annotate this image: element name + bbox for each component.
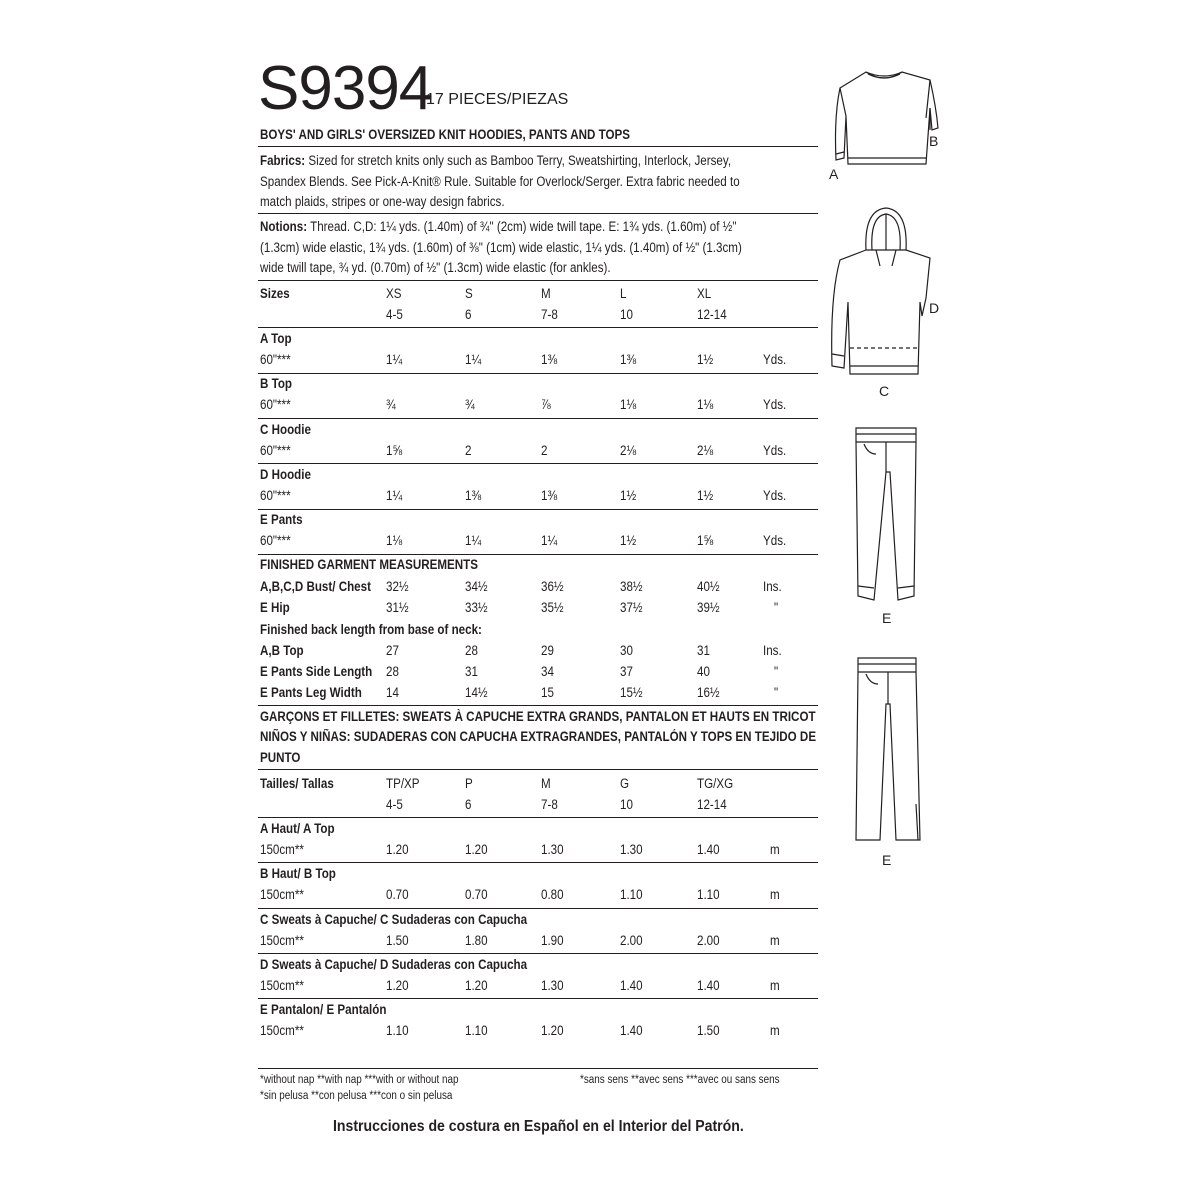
- divider: [258, 1068, 818, 1069]
- measurement-value: 33½: [465, 600, 488, 615]
- yardage-value: 1.40: [620, 978, 643, 993]
- measurement-value: 28: [465, 643, 478, 658]
- yardage-value: 1½: [697, 352, 714, 367]
- view-name: B Top: [260, 376, 293, 391]
- size-name: M: [541, 776, 551, 791]
- yardage-value: 1⅝: [386, 443, 403, 458]
- measurement-value: 15½: [620, 685, 643, 700]
- pattern-title-english: BOYS' AND GIRLS' OVERSIZED KNIT HOODIES, PANTS AND TOPS: [260, 127, 630, 142]
- measurement-value: 14½: [465, 685, 488, 700]
- yardage-unit: Yds.: [763, 533, 787, 548]
- yardage-unit: m: [770, 933, 780, 948]
- yardage-value: 1.90: [541, 933, 564, 948]
- yardage-value: 1.10: [465, 1023, 488, 1038]
- yardage-value: 1.40: [697, 842, 720, 857]
- measurement-value: 39½: [697, 600, 720, 615]
- yardage-value: 2.00: [697, 933, 720, 948]
- yardage-value: 1.20: [465, 978, 488, 993]
- measurement-value: 28: [386, 664, 399, 679]
- yardage-value: 0.80: [541, 887, 564, 902]
- footnote-spanish: *sin pelusa **con pelusa ***con o sin pelusa: [260, 1090, 453, 1102]
- size-age: 10: [620, 797, 633, 812]
- yardage-value: 1.10: [620, 887, 643, 902]
- fabric-width: 60"***: [260, 533, 291, 548]
- finished-measurements-heading: FINISHED GARMENT MEASUREMENTS: [260, 557, 479, 572]
- pants-view-e-straight-drawing: [852, 654, 924, 846]
- size-age: 4-5: [386, 797, 403, 812]
- view-name: A Haut/ A Top: [260, 821, 335, 836]
- size-name: M: [541, 286, 551, 301]
- yardage-value: 1⅜: [541, 488, 558, 503]
- size-age: 7-8: [541, 307, 558, 322]
- yardage-value: 1¼: [386, 488, 403, 503]
- yardage-value: 1⅜: [465, 488, 482, 503]
- yardage-value: 1.20: [386, 978, 409, 993]
- divider: [258, 908, 818, 909]
- pattern-number: S9394: [258, 54, 433, 123]
- size-age: 6: [465, 797, 472, 812]
- measurement-value: 32½: [386, 579, 409, 594]
- notions-line: Thread. C,D: 1¼ yds. (1.40m) of ¾" (2cm) wide twill tape. E: 1¾ yds. (1.60m) of ½": [307, 219, 737, 234]
- yardage-value: 1.50: [386, 933, 409, 948]
- measurement-value: 27: [386, 643, 399, 658]
- fabrics-line: Sized for stretch knits only such as Bamboo Terry, Sweatshirting, Interlock, Jersey,: [305, 153, 732, 168]
- yardage-value: ⅞: [541, 397, 551, 412]
- yardage-value: 1½: [620, 533, 637, 548]
- view-name: A Top: [260, 331, 292, 346]
- yardage-value: 1.80: [465, 933, 488, 948]
- fabrics-label: Fabrics:: [260, 153, 306, 168]
- fabric-width: 150cm**: [260, 978, 304, 993]
- size-age: 4-5: [386, 307, 403, 322]
- yardage-value: 1.20: [386, 842, 409, 857]
- measurement-unit: ": [774, 685, 779, 700]
- fabrics-paragraph: [260, 151, 755, 213]
- measurement-label: E Pants Side Length: [260, 664, 373, 679]
- view-name: E Pantalon/ E Pantalón: [260, 1002, 387, 1017]
- measurement-unit: Ins.: [763, 643, 782, 658]
- measurement-value: 40: [697, 664, 710, 679]
- notions-label: Notions:: [260, 219, 308, 234]
- measurement-label: A,B Top: [260, 643, 304, 658]
- measurement-value: 35½: [541, 600, 564, 615]
- divider: [258, 862, 818, 863]
- yardage-value: 1.40: [620, 1023, 643, 1038]
- divider: [258, 146, 818, 147]
- yardage-value: 1.30: [541, 978, 564, 993]
- yardage-unit: m: [770, 842, 780, 857]
- measurement-value: 31½: [386, 600, 409, 615]
- yardage-value: 0.70: [386, 887, 409, 902]
- measurement-value: 14: [386, 685, 399, 700]
- measurement-value: 29: [541, 643, 554, 658]
- spanish-instructions-note: Instrucciones de costura en Español en el Interior del Patrón.: [333, 1118, 744, 1135]
- piece-count: 17 PIECES/PIEZAS: [426, 91, 569, 108]
- measurement-value: 40½: [697, 579, 720, 594]
- fabric-width: 60"***: [260, 488, 291, 503]
- yardage-value: 1.40: [697, 978, 720, 993]
- yardage-value: 1⅜: [541, 352, 558, 367]
- measurement-value: 36½: [541, 579, 564, 594]
- size-name: S: [465, 286, 473, 301]
- size-age: 10: [620, 307, 633, 322]
- divider: [258, 509, 818, 510]
- yardage-value: 1.10: [697, 887, 720, 902]
- pattern-title-spanish-cont: PUNTO: [260, 750, 301, 765]
- view-name: E Pants: [260, 512, 303, 527]
- yardage-unit: Yds.: [763, 488, 787, 503]
- measurement-value: 37: [620, 664, 633, 679]
- yardage-value: 1¼: [386, 352, 403, 367]
- divider: [258, 998, 818, 999]
- measurement-unit: Ins.: [763, 579, 782, 594]
- fabric-width: 60"***: [260, 397, 291, 412]
- fabric-width: 150cm**: [260, 842, 304, 857]
- yardage-value: 1¼: [465, 533, 482, 548]
- yardage-value: 1.50: [697, 1023, 720, 1038]
- measurement-value: 15: [541, 685, 554, 700]
- notions-line: wide twill tape, ¾ yd. (0.70m) of ½" (1.3cm) wide elastic (for ankles).: [260, 260, 611, 275]
- yardage-value: 1⅛: [386, 533, 403, 548]
- yardage-unit: m: [770, 1023, 780, 1038]
- view-name: D Hoodie: [260, 467, 311, 482]
- yardage-value: ¾: [465, 397, 475, 412]
- notions-line: (1.3cm) wide elastic, 1¾ yds. (1.60m) of ⅜" (1cm) wide elastic, 1¼ yds. (1.40m) of ½" (1.3cm): [260, 239, 742, 255]
- measurement-value: 34: [541, 664, 554, 679]
- yardage-value: 1½: [620, 488, 637, 503]
- size-age: 12-14: [697, 797, 727, 812]
- size-name: TP/XP: [386, 776, 420, 791]
- fabric-width: 150cm**: [260, 933, 304, 948]
- measurement-value: 16½: [697, 685, 720, 700]
- divider: [258, 463, 818, 464]
- view-e-label-1: E: [882, 610, 892, 626]
- sizes-label: Tailles/ Tallas: [260, 776, 334, 791]
- fabric-width: 60"***: [260, 443, 291, 458]
- fabrics-line: match plaids, stripes or one-way design fabrics.: [260, 194, 505, 209]
- pattern-title-spanish: NIÑOS Y NIÑAS: SUDADERAS CON CAPUCHA EXTRAGRANDES, PANTALÓN Y TOPS EN TEJIDO DE: [260, 729, 817, 744]
- fabric-width: 60"***: [260, 352, 291, 367]
- footnote-english: *without nap **with nap ***with or without nap: [260, 1074, 459, 1086]
- divider: [258, 817, 818, 818]
- fabric-width: 150cm**: [260, 1023, 304, 1038]
- view-name: C Hoodie: [260, 422, 311, 437]
- measurement-label: E Pants Leg Width: [260, 685, 362, 700]
- measurement-label: A,B,C,D Bust/ Chest: [260, 579, 371, 594]
- yardage-unit: m: [770, 978, 780, 993]
- yardage-value: 1⅝: [697, 533, 714, 548]
- pattern-title-french: GARÇONS ET FILLETES: SWEATS À CAPUCHE EXTRA GRANDS, PANTALON ET HAUTS EN TRICOT: [260, 709, 816, 724]
- size-name: G: [620, 776, 630, 791]
- back-length-heading: Finished back length from base of neck:: [260, 622, 482, 637]
- size-name: XL: [697, 286, 712, 301]
- yardage-value: 1.20: [541, 1023, 564, 1038]
- divider: [258, 705, 818, 706]
- size-name: TG/XG: [697, 776, 734, 791]
- measurement-value: 34½: [465, 579, 488, 594]
- view-b-label: B: [929, 133, 939, 149]
- size-name: P: [465, 776, 473, 791]
- divider: [258, 280, 818, 281]
- divider: [258, 327, 818, 328]
- view-d-label: D: [929, 300, 940, 316]
- yardage-value: 2⅛: [620, 443, 637, 458]
- top-view-a-b-drawing: [826, 66, 950, 174]
- yardage-unit: Yds.: [763, 352, 787, 367]
- measurement-label: E Hip: [260, 600, 290, 615]
- size-age: 6: [465, 307, 472, 322]
- measurement-value: 37½: [620, 600, 643, 615]
- measurement-value: 38½: [620, 579, 643, 594]
- yardage-value: 1.30: [620, 842, 643, 857]
- yardage-unit: Yds.: [763, 443, 787, 458]
- yardage-value: 1.30: [541, 842, 564, 857]
- yardage-value: 1⅛: [620, 397, 637, 412]
- fabric-width: 150cm**: [260, 887, 304, 902]
- size-age: 12-14: [697, 307, 727, 322]
- view-name: D Sweats à Capuche/ D Sudaderas con Capucha: [260, 957, 528, 972]
- yardage-value: 1½: [697, 488, 714, 503]
- sizes-label: Sizes: [260, 286, 290, 301]
- view-e-label-2: E: [882, 852, 892, 868]
- yardage-value: 1¼: [541, 533, 558, 548]
- view-name: B Haut/ B Top: [260, 866, 336, 881]
- view-c-label: C: [879, 383, 890, 399]
- pants-view-e-jogger-drawing: [850, 424, 922, 612]
- yardage-unit: m: [770, 887, 780, 902]
- view-a-label: A: [829, 166, 839, 182]
- measurement-unit: ": [774, 600, 779, 615]
- footnote-french: *sans sens **avec sens ***avec ou sans sens: [580, 1074, 780, 1086]
- divider: [258, 953, 818, 954]
- yardage-value: 2: [541, 443, 548, 458]
- yardage-value: 1.10: [386, 1023, 409, 1038]
- measurement-value: 30: [620, 643, 633, 658]
- yardage-value: 2.00: [620, 933, 643, 948]
- divider: [258, 213, 818, 214]
- divider: [258, 769, 818, 770]
- yardage-value: 2: [465, 443, 472, 458]
- divider: [258, 373, 818, 374]
- yardage-value: ¾: [386, 397, 396, 412]
- size-age: 7-8: [541, 797, 558, 812]
- measurement-value: 31: [697, 643, 710, 658]
- yardage-value: 2⅛: [697, 443, 714, 458]
- yardage-value: 1.20: [465, 842, 488, 857]
- yardage-value: 1⅜: [620, 352, 637, 367]
- notions-paragraph: [260, 217, 755, 279]
- yardage-value: 1¼: [465, 352, 482, 367]
- measurement-unit: ": [774, 664, 779, 679]
- view-name: C Sweats à Capuche/ C Sudaderas con Capucha: [260, 912, 528, 927]
- hoodie-view-c-d-drawing: [822, 206, 950, 378]
- size-name: XS: [386, 286, 402, 301]
- yardage-unit: Yds.: [763, 397, 787, 412]
- yardage-value: 0.70: [465, 887, 488, 902]
- size-name: L: [620, 286, 627, 301]
- fabrics-line: Spandex Blends. See Pick-A-Knit® Rule. Suitable for Overlock/Serger. Extra fabric needed to: [260, 173, 740, 189]
- yardage-value: 1⅛: [697, 397, 714, 412]
- measurement-value: 31: [465, 664, 478, 679]
- divider: [258, 418, 818, 419]
